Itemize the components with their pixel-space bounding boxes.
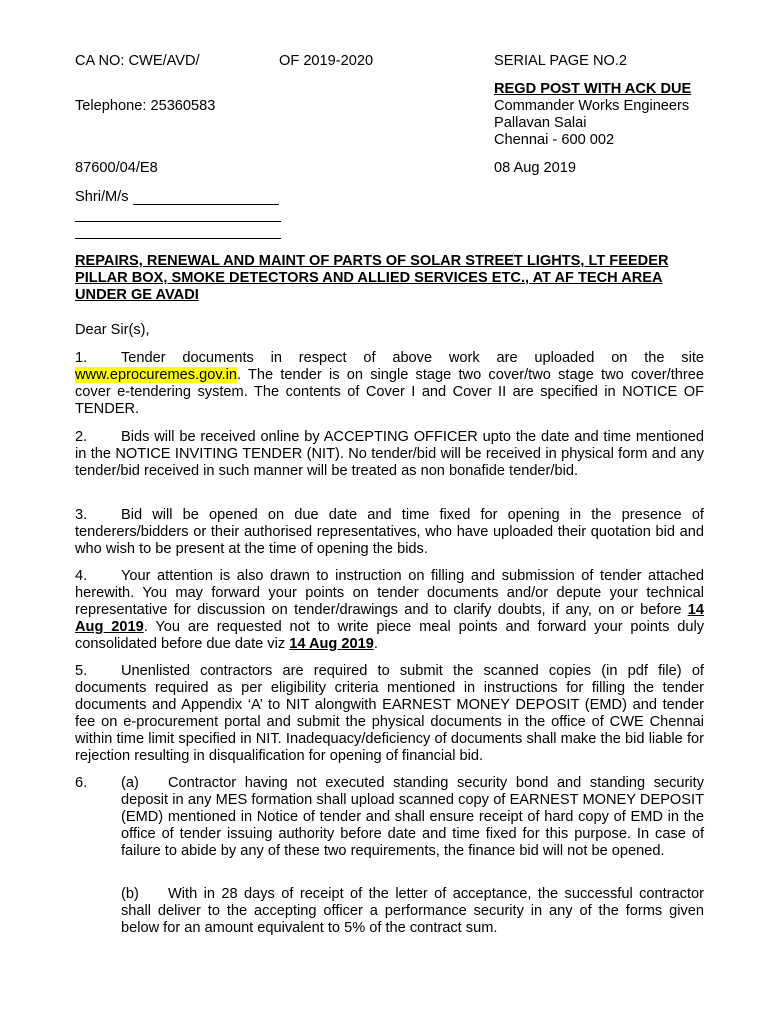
- salutation: Dear Sir(s),: [75, 322, 150, 338]
- telephone: Telephone: 25360583: [75, 98, 216, 114]
- paragraph-text: Contractor having not executed standing security bond and standing security deposit in any MES formation shall upload scanned copy of EARNEST MONEY DEPOSIT (EMD) mentioned in Notice of tender and shall ensure receipt of hard copy of EMD in the office of tender issuing authority before date and time fixed for this purpose. In case of failure to abide by any of these two requirements, the finance bid will not be opened.: [121, 775, 704, 859]
- paragraph-6b: [121, 886, 704, 937]
- subject-heading: REPAIRS, RENEWAL AND MAINT OF PARTS OF SOLAR STREET LIGHTS, LT FEEDER PILLAR BOX, SMOKE DETECTORS AND ALLIED SERVICES ETC., AT AF TECH AREA UNDER GE AVADI: [75, 253, 669, 303]
- paragraph-text: . The tender is on single stage two cover/two stage two cover/three cover e-tendering system. The contents of Cover I and Cover II are specified in NOTICE OF TENDER.: [75, 367, 704, 417]
- address-line-3: Chennai - 600 002: [494, 132, 615, 148]
- addressee-blank-3: [75, 238, 281, 239]
- eprocure-site-link[interactable]: www.eprocuremes.gov.in: [75, 367, 237, 383]
- address-line-1: Commander Works Engineers: [494, 98, 690, 114]
- addressee-blank-1: [133, 204, 279, 205]
- regd-post-label: REGD POST WITH ACK DUE: [494, 81, 692, 97]
- paragraph-text: Unenlisted contractors are required to submit the scanned copies (in pdf file) of documents required as per eligibility criteria mentioned in instructions for filling the tender documents and Appendix ‘A’ to NIT alongwith EARNEST MONEY DEPOSIT (EMD) and tender fee on e-procurement portal and submit the physical documents in the office of CWE Chennai within time limit specified in NIT. Inadequacy/deficiency of documents shall make the bid liable for rejection resulting in disqualification for opening of financial bid.: [75, 663, 704, 764]
- sub-paragraph-number: (b): [121, 886, 139, 902]
- paragraph-5: [75, 663, 704, 765]
- query-deadline-date: 14 Aug 2019: [75, 602, 704, 635]
- addressee-label: Shri/M/s: [75, 189, 129, 205]
- paragraph-1: [75, 350, 704, 418]
- paragraph-text: Bids will be received online by ACCEPTING OFFICER upto the date and time mentioned in the NOTICE INVITING TENDER (NIT). No tender/bid will be received in physical form and any tender/bid received in such manner will be treated as non bonafide tender/bid.: [75, 429, 704, 479]
- paragraph-number: 3.: [75, 507, 88, 523]
- paragraph-4: [75, 568, 704, 653]
- paragraph-2: [75, 429, 704, 480]
- paragraph-number: 5.: [75, 663, 88, 679]
- financial-year: OF 2019-2020: [279, 53, 374, 69]
- sub-paragraph-number: (a): [121, 775, 139, 791]
- letter-date: 08 Aug 2019: [494, 160, 576, 176]
- due-date: 14 Aug 2019: [289, 636, 374, 652]
- paragraph-number: 2.: [75, 429, 88, 445]
- paragraph-text: Your attention is also drawn to instruction on filling and submission of tender attached herewith. You may forward your points on tender documents and/or depute your technical representative for discussion on tender/drawings and to clarify doubts, if any, on or before: [75, 568, 704, 618]
- paragraph-number: 1.: [75, 350, 88, 366]
- paragraph-text: .: [373, 636, 378, 652]
- paragraph-6a: [121, 775, 704, 860]
- serial-page-number: SERIAL PAGE NO.2: [494, 53, 628, 69]
- addressee-blank-2: [75, 221, 281, 222]
- paragraph-number: 4.: [75, 568, 88, 584]
- ca-number: CA NO: CWE/AVD/: [75, 53, 200, 69]
- address-line-2: Pallavan Salai: [494, 115, 587, 131]
- file-number: 87600/04/E8: [75, 160, 158, 176]
- paragraph-text: With in 28 days of receipt of the letter of acceptance, the successful contractor shall deliver to the accepting officer a performance security in any of the forms given below for an amount equivalent to 5% of the contract sum.: [121, 886, 704, 936]
- paragraph-6-number: 6.: [75, 775, 88, 791]
- paragraph-text: Tender documents in respect of above work are uploaded on the site: [121, 350, 704, 366]
- paragraph-text: . You are requested not to write piece meal points and forward your points duly consolidated before due date viz: [75, 619, 704, 652]
- paragraph-3: [75, 507, 704, 558]
- paragraph-text: Bid will be opened on due date and time fixed for opening in the presence of tenderers/bidders or their authorised representatives, who have uploaded their quotation bid and who wish to be present at the time of opening the bids.: [75, 507, 704, 557]
